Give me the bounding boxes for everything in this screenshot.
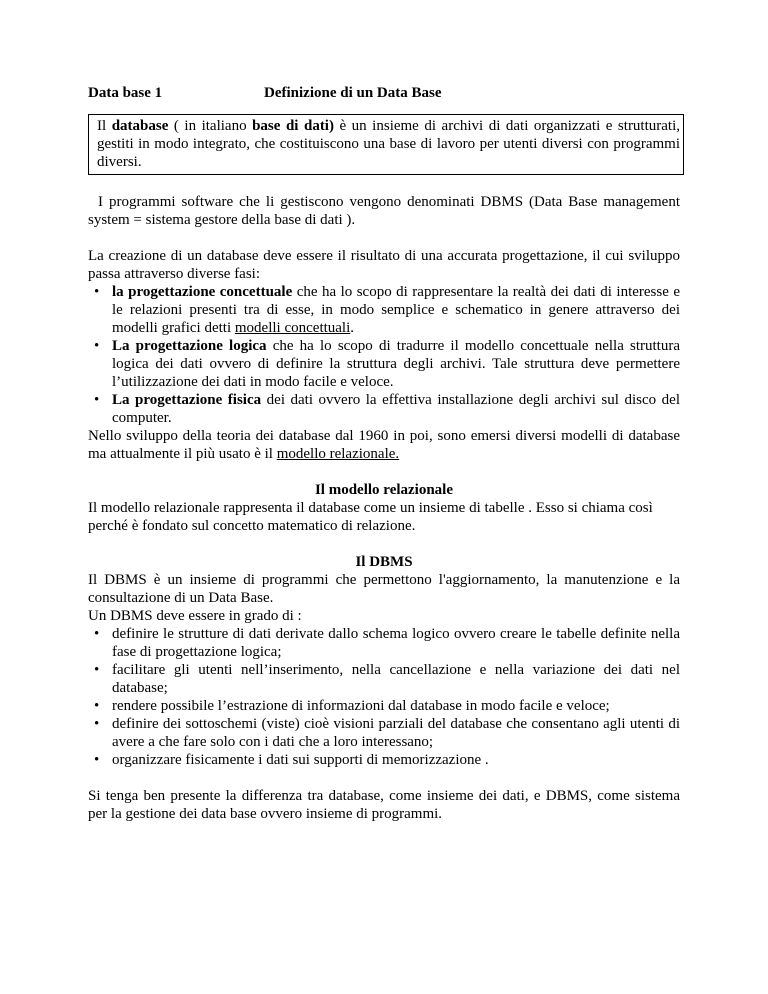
list-item — [112, 391, 680, 427]
design-intro-paragraph: La creazione di un database deve essere il risultato di una accurata progettazione, il cui sviluppo passa attraverso diverse fasi: — [88, 248, 680, 282]
section-body: Il DBMS è un insieme di programmi che permettono l'aggiornamento, la manutenzione e la consultazione di un Data Base. — [88, 572, 680, 606]
list-item: • definire dei sottoschemi (viste) cioè visioni parziali del database che consentano agli utenti di avere a che fare solo con i dati che a loro interessano; — [112, 715, 680, 751]
section-dbms — [88, 553, 680, 769]
underlined-term: modelli concettuali — [234, 320, 351, 336]
section-title: Il modello relazionale — [314, 482, 454, 498]
section-title: Il DBMS — [355, 554, 413, 570]
list-item: • facilitare gli utenti nell’inserimento, nella cancellazione e nella variazione dei dati nel database; — [112, 661, 680, 697]
box-bold-term: database — [111, 118, 169, 134]
capabilities-list — [88, 625, 680, 769]
phase-text: che ha lo scopo di rappresentare la realtà dei dati di interesse e le relazioni presenti tra di esse, in modo semplice e schematico in genere attraverso dei modelli grafici detti — [112, 284, 681, 336]
phase-text: . — [350, 320, 355, 336]
phases-list — [88, 283, 680, 427]
header-label: Data base 1 — [88, 85, 163, 101]
list-item — [112, 337, 680, 391]
section-relational-model — [88, 481, 680, 535]
phase-text: che ha lo scopo di tradurre il modello concettuale nella struttura logica dei dati ovvero di definire la struttura degli archivi. Tale struttura deve permettere l’utilizzazione dei dati in modo facile e veloce. — [112, 338, 680, 390]
definition-box — [88, 114, 684, 175]
document-title: Definizione di un Data Base — [264, 85, 442, 101]
list-item: • rendere possibile l’estrazione di informazioni dal database in modo facile e veloce; — [112, 697, 680, 715]
box-text: è un insieme di archivi di dati organizzati e strutturati, gestiti in modo integrato, che costituiscono una base di lavoro per utenti diversi con programmi diversi. — [97, 118, 681, 170]
phase-title: la progettazione concettuale — [112, 284, 293, 300]
box-text: ( in italiano — [168, 118, 253, 134]
section-lead: Un DBMS deve essere in grado di : — [88, 608, 302, 624]
dbms-intro-paragraph: I programmi software che li gestiscono vengono denominati DBMS (Data Base management system = sistema gestore della base di dati ). — [88, 194, 680, 228]
box-text: Il — [97, 118, 112, 134]
list-item: • organizzare fisicamente i dati sui supporti di memorizzazione . — [112, 751, 680, 769]
underlined-term: modello relazionale. — [276, 446, 400, 462]
phase-title: La progettazione logica — [112, 338, 267, 354]
list-item: • definire le strutture di dati derivate dallo schema logico ovvero creare le tabelle definite nella fase di progettazione logica; — [112, 625, 680, 661]
phase-title: La progettazione fisica — [112, 392, 262, 408]
document-page — [88, 84, 680, 823]
history-text: Nello sviluppo della teoria dei database dal 1960 in poi, sono emersi diversi modelli di database ma attualmente il più usato è il — [88, 428, 680, 462]
box-bold-term: base di dati) — [252, 118, 334, 134]
phase-text: dei dati ovvero la effettiva installazione degli archivi sul disco del computer. — [112, 392, 680, 426]
history-paragraph — [88, 427, 680, 463]
list-item — [112, 283, 680, 337]
section-body: Il modello relazionale rappresenta il database come un insieme di tabelle . Esso si chiama così perché è fondato sul concetto matematico di relazione. — [88, 500, 653, 534]
document-header — [88, 84, 680, 104]
closing-paragraph: Si tenga ben presente la differenza tra database, come insieme dei dati, e DBMS, come sistema per la gestione dei data base ovvero insieme di programmi. — [88, 788, 680, 822]
